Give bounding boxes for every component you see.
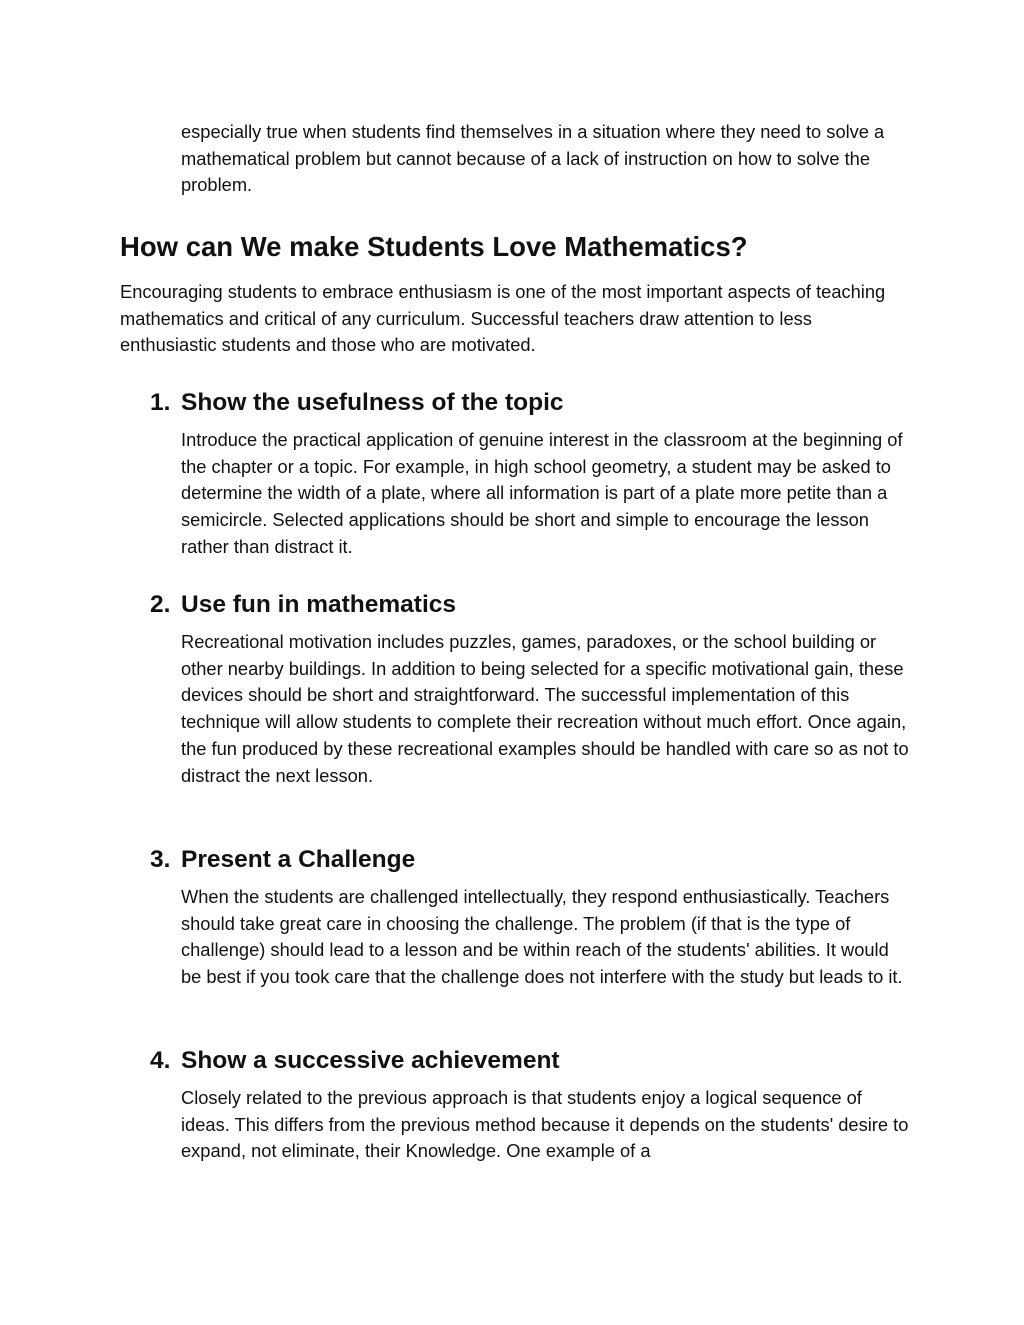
list-number: 1. [150, 389, 171, 416]
list-number: 2. [150, 591, 171, 618]
continuation-paragraph: especially true when students find themselves in a situation where they need to solve a mathematical problem but cannot because of a lack of instruction on how to solve the problem. [181, 121, 885, 196]
list-item-body-4: Closely related to the previous approach is that students enjoy a logical sequence of ideas. This differs from the previous method because it depends on the students' desire to expand, not eliminate, their Knowledge. One example of a [181, 1087, 909, 1162]
section-heading: How can We make Students Love Mathematics? [120, 231, 748, 262]
list-number: 3. [150, 846, 171, 873]
list-item-title: Show a successive achievement [181, 1047, 560, 1074]
intro-paragraph: Encouraging students to embrace enthusiasm is one of the most important aspects of teaching mathematics and critical of any curriculum. Successful teachers draw attention to less enthusiastic students and those who are motivated. [120, 281, 886, 356]
list-item-heading-4 [150, 1044, 560, 1078]
list-item-title: Show the usefulness of the topic [181, 389, 564, 416]
list-item-heading-2 [150, 588, 456, 622]
list-number: 4. [150, 1047, 171, 1074]
list-item-heading-1 [150, 386, 564, 420]
list-item-heading-3 [150, 843, 415, 877]
list-item-body-3: When the students are challenged intellectually, they respond enthusiastically. Teachers should take great care in choosing the challenge. The problem (if that is the type of challenge) should lead to a lesson and be within reach of the students' abilities. It would be best if you took care that the challenge does not interfere with the study but leads to it. [181, 886, 903, 988]
list-item-title: Use fun in mathematics [181, 591, 457, 618]
list-item-title: Present a Challenge [181, 846, 416, 873]
list-item-body-2: Recreational motivation includes puzzles, games, paradoxes, or the school building or other nearby buildings. In addition to being selected for a specific motivational gain, these devices should be short and straightforward. The successful implementation of this technique will allow students to complete their recreation without much effort. Once again, the fun produced by these recreational examples should be handled with care so as not to distract the next lesson. [181, 631, 909, 786]
list-item-body-1: Introduce the practical application of genuine interest in the classroom at the beginning of the chapter or a topic. For example, in high school geometry, a student may be asked to determine the width of a plate, where all information is part of a plate more petite than a semicircle. Selected applications should be short and simple to encourage the lesson rather than distract it. [181, 429, 903, 557]
